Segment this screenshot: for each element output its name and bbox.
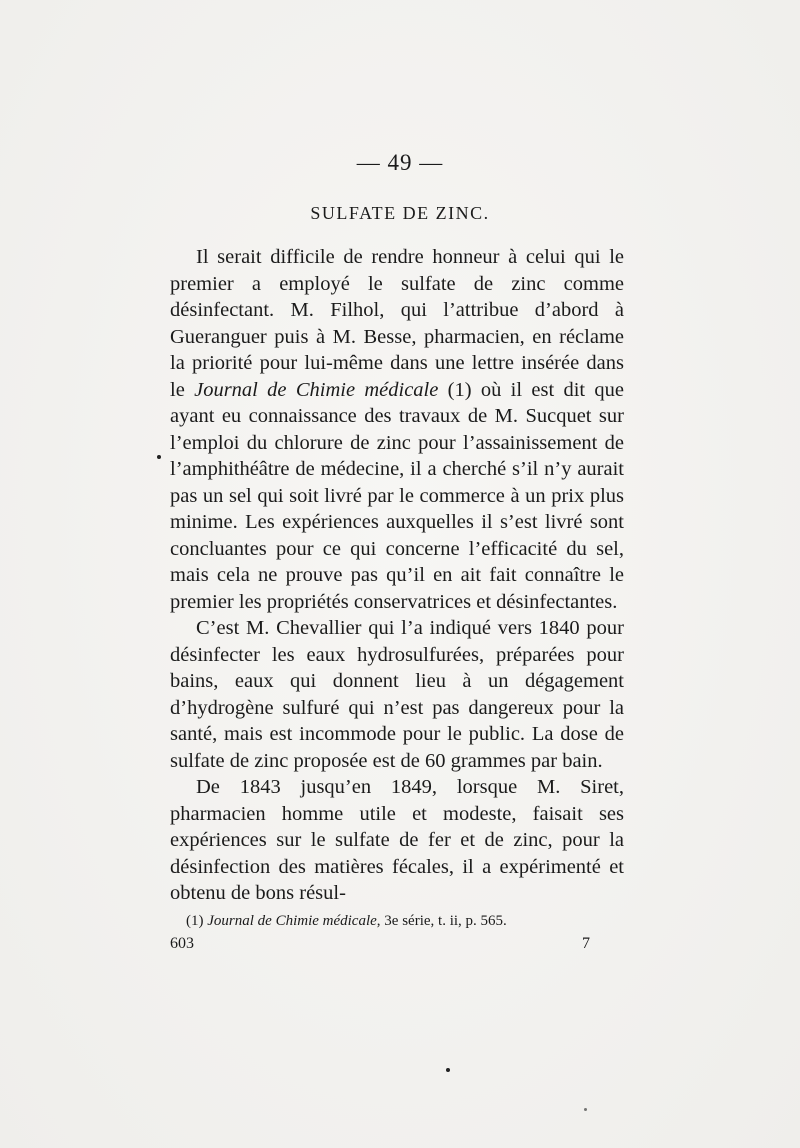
page-number: — 49 — bbox=[356, 150, 444, 175]
footnote-reference: , 3e série, t. ii, p. 565. bbox=[376, 913, 507, 929]
section-title: SULFATE DE ZINC. bbox=[310, 203, 490, 223]
sheet-number: 7 bbox=[582, 935, 590, 952]
ink-speck bbox=[446, 1068, 450, 1072]
footnote-marker: (1) bbox=[186, 913, 208, 929]
footnote-journal-title: Journal de Chimie médicale bbox=[207, 913, 377, 929]
ink-speck bbox=[157, 455, 161, 459]
footnote bbox=[186, 913, 646, 930]
journal-title: Journal de Chimie médicale bbox=[194, 378, 439, 401]
paragraph-1-text-start: Il serait difficile de rendre honneur à celui qui le premier a employé le sulfate de zinc comme désinfectant. M. Filhol, qui l’attribue d’abord à Gueranguer puis à M. Besse, pharmacien, en réclame la priorité pour lui-même dans une lettre insérée dans le bbox=[170, 246, 624, 401]
paragraph-1-text-end: (1) où il est dit que ayant eu connaissance des travaux de M. Sucquet sur l’emploi du chlorure de zinc pour l’assainissement de l’amphithéâtre de médecine, il a cherché s’il n’y aurait pas un sel qui soit livré par le commerce à un prix plus minime. Les expériences auxquelles il s’est livré sont concluantes pour ce qui concerne l’efficacité du sel, mais cela ne prouve pas qu’il en ait fait connaître le premier les propriétés conservatrices et désinfectantes. bbox=[170, 378, 624, 613]
paragraph-1 bbox=[170, 244, 624, 615]
ink-speck bbox=[584, 1108, 587, 1111]
paragraph-3: De 1843 jusqu’en 1849, lorsque M. Siret, pharmacien homme utile et modeste, faisait ses expériences sur le sulfate de fer et de zinc, pour la désinfection des matières fécales, il a expérimenté et obtenu de bons résul- bbox=[170, 776, 624, 904]
body-text bbox=[170, 244, 624, 907]
paragraph-2: C’est M. Chevallier qui l’a indiqué vers 1840 pour désinfecter les eaux hydrosulfurées, préparées pour bains, eaux qui donnent lieu à un dégagement d’hydrogène sulfuré qui n’est pas dangereux pour la santé, mais est incommode pour le public. La dose de sulfate de zinc proposée est de 60 grammes par bain. bbox=[170, 617, 624, 772]
signature-mark: 603 bbox=[170, 935, 194, 952]
